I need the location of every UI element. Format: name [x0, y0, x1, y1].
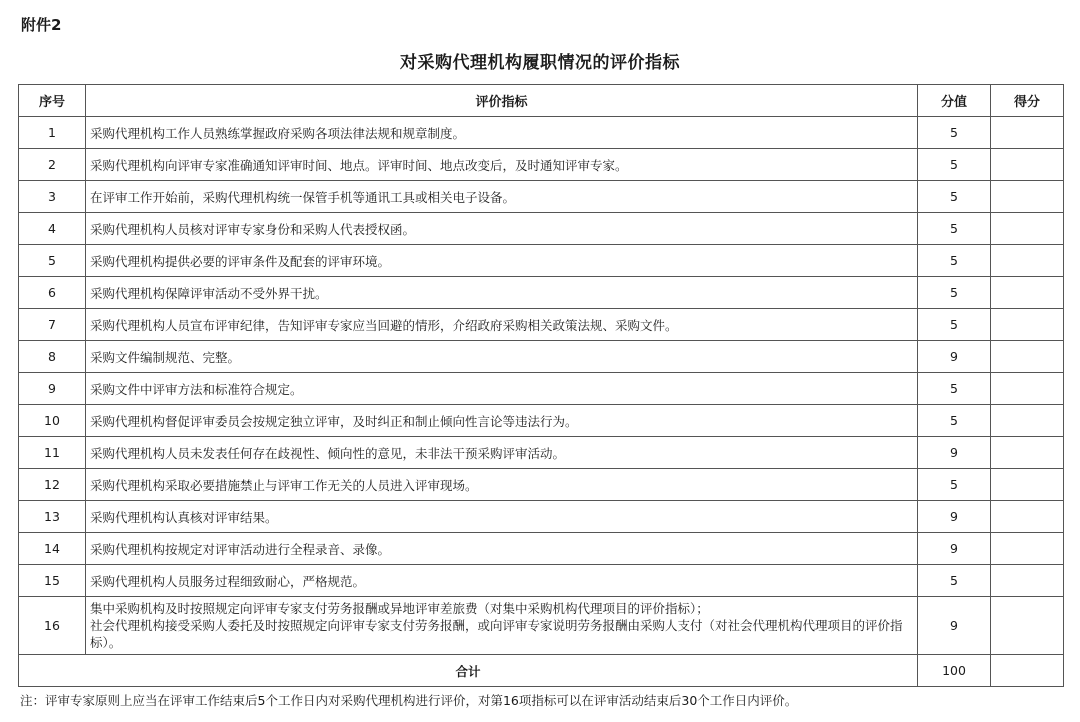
row-points: 9 — [918, 501, 991, 533]
row-indicator: 在评审工作开始前，采购代理机构统一保管手机等通讯工具或相关电子设备。 — [86, 181, 918, 213]
row-seq: 2 — [19, 149, 86, 181]
row-indicator-line-2: 社会代理机构接受采购人委托及时按照规定向评审专家支付劳务报酬，或向评审专家说明劳务报酬由采购人支付（对社会代理机构代理项目的评价指标）。 — [90, 618, 903, 650]
row-score-cell[interactable] — [991, 277, 1064, 309]
row-points: 5 — [918, 565, 991, 597]
table-row — [19, 149, 1064, 181]
row-indicator: 采购代理机构保障评审活动不受外界干扰。 — [86, 277, 918, 309]
row-seq: 12 — [19, 469, 86, 501]
row-seq: 8 — [19, 341, 86, 373]
row-score-cell[interactable] — [991, 597, 1064, 655]
row-indicator: 采购文件中评审方法和标准符合规定。 — [86, 373, 918, 405]
row-seq: 9 — [19, 373, 86, 405]
total-score-cell[interactable] — [991, 655, 1064, 687]
table-row — [19, 373, 1064, 405]
row-seq: 10 — [19, 405, 86, 437]
header-indicator: 评价指标 — [86, 85, 918, 117]
row-points: 9 — [918, 597, 991, 655]
total-row — [19, 655, 1064, 687]
row-seq: 6 — [19, 277, 86, 309]
row-indicator: 采购代理机构认真核对评审结果。 — [86, 501, 918, 533]
row-score-cell[interactable] — [991, 245, 1064, 277]
row-score-cell[interactable] — [991, 469, 1064, 501]
row-indicator: 采购代理机构人员未发表任何存在歧视性、倾向性的意见，未非法干预采购评审活动。 — [86, 437, 918, 469]
row-points: 9 — [918, 533, 991, 565]
table-row — [19, 533, 1064, 565]
total-label: 合计 — [19, 655, 918, 687]
header-score: 得分 — [991, 85, 1064, 117]
row-seq: 4 — [19, 213, 86, 245]
row-seq: 11 — [19, 437, 86, 469]
table-row — [19, 181, 1064, 213]
row-indicator: 采购代理机构人员服务过程细致耐心，严格规范。 — [86, 565, 918, 597]
table-row — [19, 405, 1064, 437]
row-seq: 15 — [19, 565, 86, 597]
row-seq: 3 — [19, 181, 86, 213]
table-row — [19, 501, 1064, 533]
row-points: 5 — [918, 405, 991, 437]
row-seq: 14 — [19, 533, 86, 565]
row-points: 5 — [918, 309, 991, 341]
table-row — [19, 213, 1064, 245]
row-points: 5 — [918, 469, 991, 501]
row-points: 5 — [918, 117, 991, 149]
row-points: 5 — [918, 277, 991, 309]
table-row — [19, 469, 1064, 501]
row-score-cell[interactable] — [991, 341, 1064, 373]
row-score-cell[interactable] — [991, 437, 1064, 469]
total-points: 100 — [918, 655, 991, 687]
row-seq: 5 — [19, 245, 86, 277]
attachment-label: 附件2 — [21, 16, 62, 34]
row-points: 5 — [918, 245, 991, 277]
document-title: 对采购代理机构履职情况的评价指标 — [400, 53, 680, 73]
row-score-cell[interactable] — [991, 565, 1064, 597]
row-score-cell[interactable] — [991, 373, 1064, 405]
evaluation-table — [18, 84, 1064, 687]
header-points: 分值 — [918, 85, 991, 117]
footnote: 注：评审专家原则上应当在评审工作结束后5个工作日内对采购代理机构进行评价，对第16项指标可以在评审活动结束后30个工作日内评价。 — [20, 693, 798, 708]
row-indicator: 采购代理机构工作人员熟练掌握政府采购各项法律法规和规章制度。 — [86, 117, 918, 149]
row-indicator: 采购代理机构采取必要措施禁止与评审工作无关的人员进入评审现场。 — [86, 469, 918, 501]
row-score-cell[interactable] — [991, 149, 1064, 181]
row-indicator: 采购代理机构向评审专家准确通知评审时间、地点。评审时间、地点改变后，及时通知评审专家。 — [86, 149, 918, 181]
row-score-cell[interactable] — [991, 117, 1064, 149]
row-points: 9 — [918, 437, 991, 469]
table-row — [19, 117, 1064, 149]
table-row — [19, 245, 1064, 277]
header-seq: 序号 — [19, 85, 86, 117]
row-points: 9 — [918, 341, 991, 373]
row-indicator — [86, 597, 918, 655]
row-seq: 7 — [19, 309, 86, 341]
table-row — [19, 341, 1064, 373]
row-indicator: 采购代理机构人员核对评审专家身份和采购人代表授权函。 — [86, 213, 918, 245]
row-seq: 16 — [19, 597, 86, 655]
row-points: 5 — [918, 181, 991, 213]
row-indicator-line-1: 集中采购机构及时按照规定向评审专家支付劳务报酬或异地评审差旅费（对集中采购机构代理项目的评价指标）； — [90, 601, 709, 616]
table-row — [19, 277, 1064, 309]
table-body — [19, 117, 1064, 687]
row-indicator: 采购代理机构按规定对评审活动进行全程录音、录像。 — [86, 533, 918, 565]
row-indicator: 采购代理机构提供必要的评审条件及配套的评审环境。 — [86, 245, 918, 277]
table-row — [19, 437, 1064, 469]
row-score-cell[interactable] — [991, 501, 1064, 533]
row-indicator: 采购文件编制规范、完整。 — [86, 341, 918, 373]
row-points: 5 — [918, 213, 991, 245]
table-row — [19, 309, 1064, 341]
row-score-cell[interactable] — [991, 213, 1064, 245]
row-score-cell[interactable] — [991, 181, 1064, 213]
row-seq: 13 — [19, 501, 86, 533]
row-points: 5 — [918, 149, 991, 181]
row-score-cell[interactable] — [991, 405, 1064, 437]
row-indicator: 采购代理机构督促评审委员会按规定独立评审，及时纠正和制止倾向性言论等违法行为。 — [86, 405, 918, 437]
table-header-row — [19, 85, 1064, 117]
row-score-cell[interactable] — [991, 309, 1064, 341]
table-row — [19, 565, 1064, 597]
row-seq: 1 — [19, 117, 86, 149]
row-score-cell[interactable] — [991, 533, 1064, 565]
row-points: 5 — [918, 373, 991, 405]
table-row — [19, 597, 1064, 655]
row-indicator: 采购代理机构人员宣布评审纪律，告知评审专家应当回避的情形，介绍政府采购相关政策法规、采购文件。 — [86, 309, 918, 341]
